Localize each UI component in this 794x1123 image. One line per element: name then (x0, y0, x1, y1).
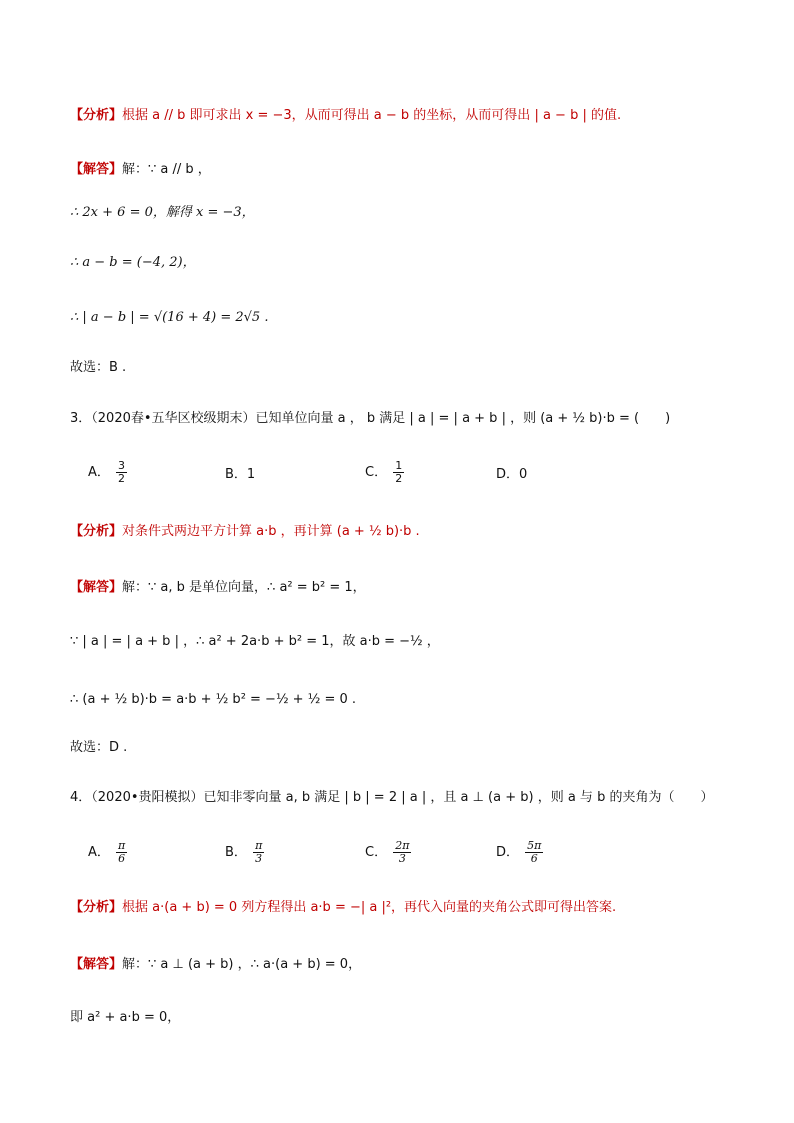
q4-option-d (496, 840, 545, 865)
fraction (525, 840, 543, 865)
q3-option-d: D．0 (496, 467, 528, 482)
fraction-numerator: π (255, 839, 263, 852)
line-choice-1: 故选：B . (70, 360, 127, 375)
q4-option-a (88, 840, 129, 865)
question-4: 4．（2020•贵阳模拟）已知非零向量 a, b 满足 | b | = 2 | a | ，且 a ⊥ (a + b) ，则 a 与 b 的夹角为（ ） (70, 790, 714, 805)
q4-option-b (225, 840, 266, 865)
solution-tag: 【解答】 (70, 957, 123, 972)
fraction-numerator: 3 (118, 459, 126, 472)
question-3: 3．（2020春•五华区校级期末）已知单位向量 a ， b 满足 | a | = | a + b | ，则 (a + ½ b)·b = ( ) (70, 411, 671, 426)
solution-tag: 【解答】 (70, 162, 123, 177)
fraction-numerator: 1 (395, 459, 403, 472)
analysis-tag: 【分析】 (70, 108, 123, 123)
line-choice-2: 故选：D . (70, 740, 128, 755)
solution-text: 解：∵ a // b ， (122, 162, 211, 177)
fraction-denominator: 3 (398, 852, 406, 865)
analysis-tag: 【分析】 (70, 524, 123, 539)
q3-option-b: B．1 (225, 467, 256, 482)
line-step-5: ∴ (a + ½ b)·b = a·b + ½ b² = −½ + ½ = 0 . (70, 692, 356, 707)
line-step-4: ∵ | a | = | a + b | ，∴ a² + 2a·b + b² = 1，故 a·b = −½ ， (70, 634, 440, 649)
fraction-denominator: 2 (395, 472, 403, 485)
fraction (393, 840, 411, 865)
line-step-1: ∴ 2x + 6 = 0，解得 x = −3， (70, 205, 255, 220)
fraction-denominator: 6 (118, 852, 126, 865)
analysis-text: 根据 a·(a + b) = 0 列方程得出 a·b = −| a |²，再代入向量的夹角公式即可得出答案. (122, 900, 617, 915)
solution-tag: 【解答】 (70, 580, 123, 595)
fraction-numerator: 5π (527, 839, 542, 852)
solution-text: 解：∵ a, b 是单位向量，∴ a² = b² = 1， (122, 580, 366, 595)
analysis-text: 对条件式两边平方计算 a·b ，再计算 (a + ½ b)·b . (122, 524, 420, 539)
option-label: A． (88, 465, 110, 480)
option-label: A． (88, 845, 110, 860)
line-solution-1 (70, 160, 211, 180)
fraction-numerator: 2π (395, 839, 410, 852)
analysis-text: 根据 a // b 即可求出 x = −3，从而可得出 a − b 的坐标，从而可得出 | a − b | 的值. (122, 108, 622, 123)
fraction-denominator: 6 (530, 852, 538, 865)
line-step-2: ∴ a − b = (−4, 2)， (70, 255, 196, 270)
analysis-tag: 【分析】 (70, 900, 123, 915)
fraction (116, 460, 127, 485)
fraction (393, 460, 404, 485)
line-analysis-1 (70, 106, 621, 126)
fraction-denominator: 3 (255, 852, 263, 865)
q3-option-c (365, 460, 406, 485)
solution-text: 解：∵ a ⊥ (a + b) ，∴ a·(a + b) = 0， (122, 957, 362, 972)
fraction-numerator: π (118, 839, 126, 852)
line-analysis-3 (70, 898, 616, 918)
option-label: C． (365, 465, 388, 480)
option-label: C． (365, 845, 388, 860)
line-analysis-2 (70, 522, 420, 542)
line-step-3: ∴ | a − b | = √(16 + 4) = 2√5 . (70, 310, 269, 325)
q4-option-c (365, 840, 413, 865)
fraction (253, 840, 264, 865)
fraction (116, 840, 127, 865)
line-solution-2 (70, 578, 366, 598)
q3-option-a (88, 460, 129, 485)
fraction-denominator: 2 (118, 472, 126, 485)
line-step-6: 即 a² + a·b = 0， (70, 1010, 181, 1025)
line-solution-3 (70, 955, 361, 975)
option-label: D． (496, 845, 520, 860)
option-label: B． (225, 845, 247, 860)
